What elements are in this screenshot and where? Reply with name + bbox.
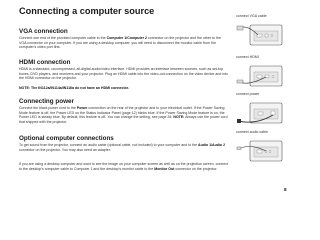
vga-diagram-svg — [236, 19, 284, 49]
hdmi-paragraph: HDMI is a standard, uncompressed, all-digital audio/video interface. HDMI provides an interface between sources, such as set-top boxes, DVD players, and receivers and your projector. Plug an HDMI cable into the video-out connection on the video device and into the HDMI connector on the projector. — [19, 67, 228, 81]
hdmi-diagram-svg — [236, 60, 284, 90]
hdmi-connection-diagram — [236, 60, 284, 90]
optional-paragraph-1: To get sound from the projector, connect an audio cable (optional cable, not included) to your computer and to the Audio 1/Audio 2 connector on the projector. You may also need an adapter. — [19, 143, 226, 152]
audio-connection-diagram — [236, 135, 284, 165]
hdmi-heading: HDMI connection — [19, 59, 71, 66]
vga-figure-caption: connect VGA cable — [236, 14, 267, 18]
vga-heading: VGA connection — [19, 28, 68, 35]
power-diagram-svg — [236, 97, 284, 127]
power-figure-caption: connect power — [236, 92, 260, 96]
optional-heading: Optional computer connections — [19, 135, 114, 142]
power-connection-diagram — [236, 97, 284, 127]
vga-connection-diagram — [236, 19, 284, 49]
hdmi-note: NOTE: The IN112a/IN114a/IN116a do not have an HDMI connector. — [19, 86, 129, 90]
vga-paragraph: Connect one end of the provided computer cable to the Computer 1/Computer 2 connector on the projector and the other to the VGA connector on your computer. If you are using a desktop computer, you will need to disconnect the monitor cable from the computer's video port first. — [19, 36, 221, 50]
audio-figure-caption: connect audio cable — [236, 130, 268, 134]
optional-paragraph-2: If you are using a desktop computer and want to see the image on your computer screen as well as on the projection screen, connect to the desktop's computer cable to Computer 1 and the desktop's monitor cable to the Monitor Out connector on the projector. — [19, 162, 228, 171]
hdmi-figure-caption: connect HDMI — [236, 55, 259, 59]
page-number: 8 — [284, 187, 287, 192]
power-paragraph: Connect the black power cord to the Power connection on the rear of the projector and to your electrical outlet. If the Power Saving Mode feature is off, the Power LED on the Status Indicator Panel (page 12) blinks blue. If the Power Saving Mode feature is on, the Power LED is steady blue. By default, this feature is off. You can change the setting, see page 26. NOTE: Always use the power cord that shipped with the projector. — [19, 106, 228, 124]
power-heading: Connecting power — [19, 98, 74, 105]
page-title: Connecting a computer source — [19, 6, 155, 16]
audio-diagram-svg — [236, 135, 284, 165]
